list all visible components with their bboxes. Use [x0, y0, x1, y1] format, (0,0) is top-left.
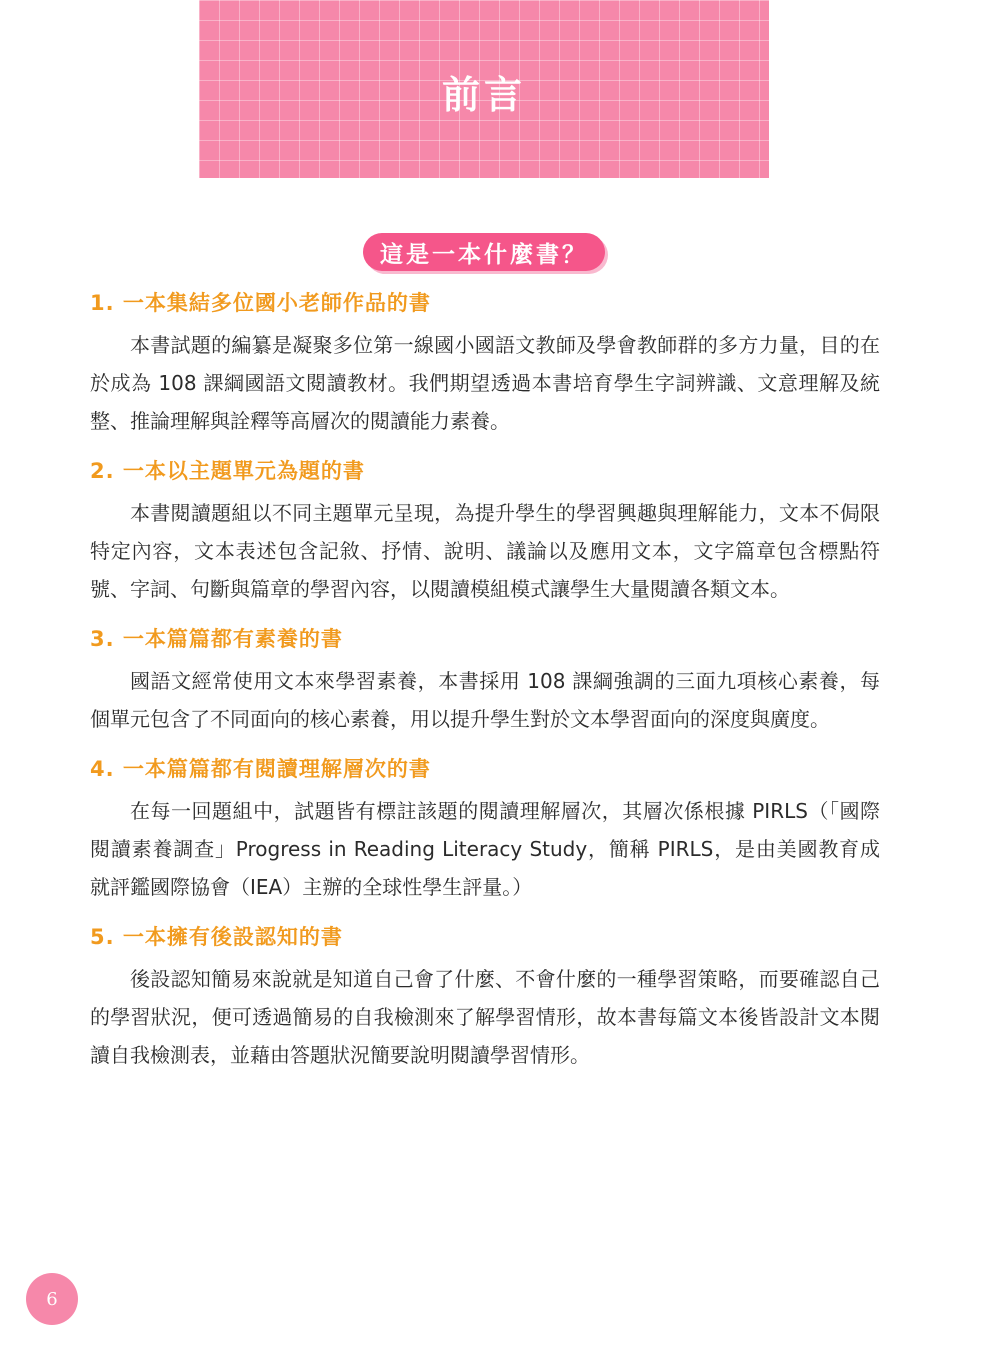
section-heading: 4. 一本篇篇都有閱讀理解層次的書 [90, 757, 431, 781]
title-banner [199, 0, 769, 178]
section-body: 本書試題的編纂是凝聚多位第一線國小國語文教師及學會教師群的多方力量，目的在於成為 108 課綱國語文閱讀教材。我們期望透過本書培育學生字詞辨識、文意理解及統整、推論理解與詮釋等高層次的閱讀能力素養。 [90, 333, 880, 433]
section-5 [90, 920, 880, 1074]
section-heading: 5. 一本擁有後設認知的書 [90, 925, 343, 949]
page-number: 6 [46, 1288, 58, 1310]
section-heading: 3. 一本篇篇都有素養的書 [90, 627, 343, 651]
section-body: 本書閱讀題組以不同主題單元呈現，為提升學生的學習興趣與理解能力，文本不侷限特定內容，文本表述包含記敘、抒情、說明、議論以及應用文本，文字篇章包含標點符號、字詞、句斷與篇章的學習內容，以閱讀模組模式讓學生大量閱讀各類文本。 [90, 501, 880, 601]
section-2 [90, 454, 880, 608]
section-4 [90, 752, 880, 906]
page-title: 前言 [441, 72, 526, 117]
subtitle-pill [363, 233, 605, 271]
section-body: 在每一回題組中，試題皆有標註該題的閱讀理解層次，其層次係根據 PIRLS（「國際閱讀素養調查」Progress in Reading Literacy Study，簡稱 PIRLS，是由美國教育成就評鑑國際協會（IEA）主辦的全球性學生評量。） [90, 799, 880, 899]
section-body: 國語文經常使用文本來學習素養，本書採用 108 課綱強調的三面九項核心素養，每個單元包含了不同面向的核心素養，用以提升學生對於文本學習面向的深度與廣度。 [90, 669, 880, 731]
section-1 [90, 286, 880, 440]
section-heading: 1. 一本集結多位國小老師作品的書 [90, 291, 431, 315]
section-heading: 2. 一本以主題單元為題的書 [90, 459, 365, 483]
content-area [90, 286, 880, 1088]
page-number-badge [26, 1273, 78, 1325]
section-3 [90, 622, 880, 738]
subtitle-text: 這是一本什麼書？ [380, 241, 588, 268]
section-body: 後設認知簡易來說就是知道自己會了什麼、不會什麼的一種學習策略，而要確認自己的學習狀況，便可透過簡易的自我檢測來了解學習情形，故本書每篇文本後皆設計文本閱讀自我檢測表，並藉由答題狀況簡要說明閱讀學習情形。 [90, 967, 880, 1067]
